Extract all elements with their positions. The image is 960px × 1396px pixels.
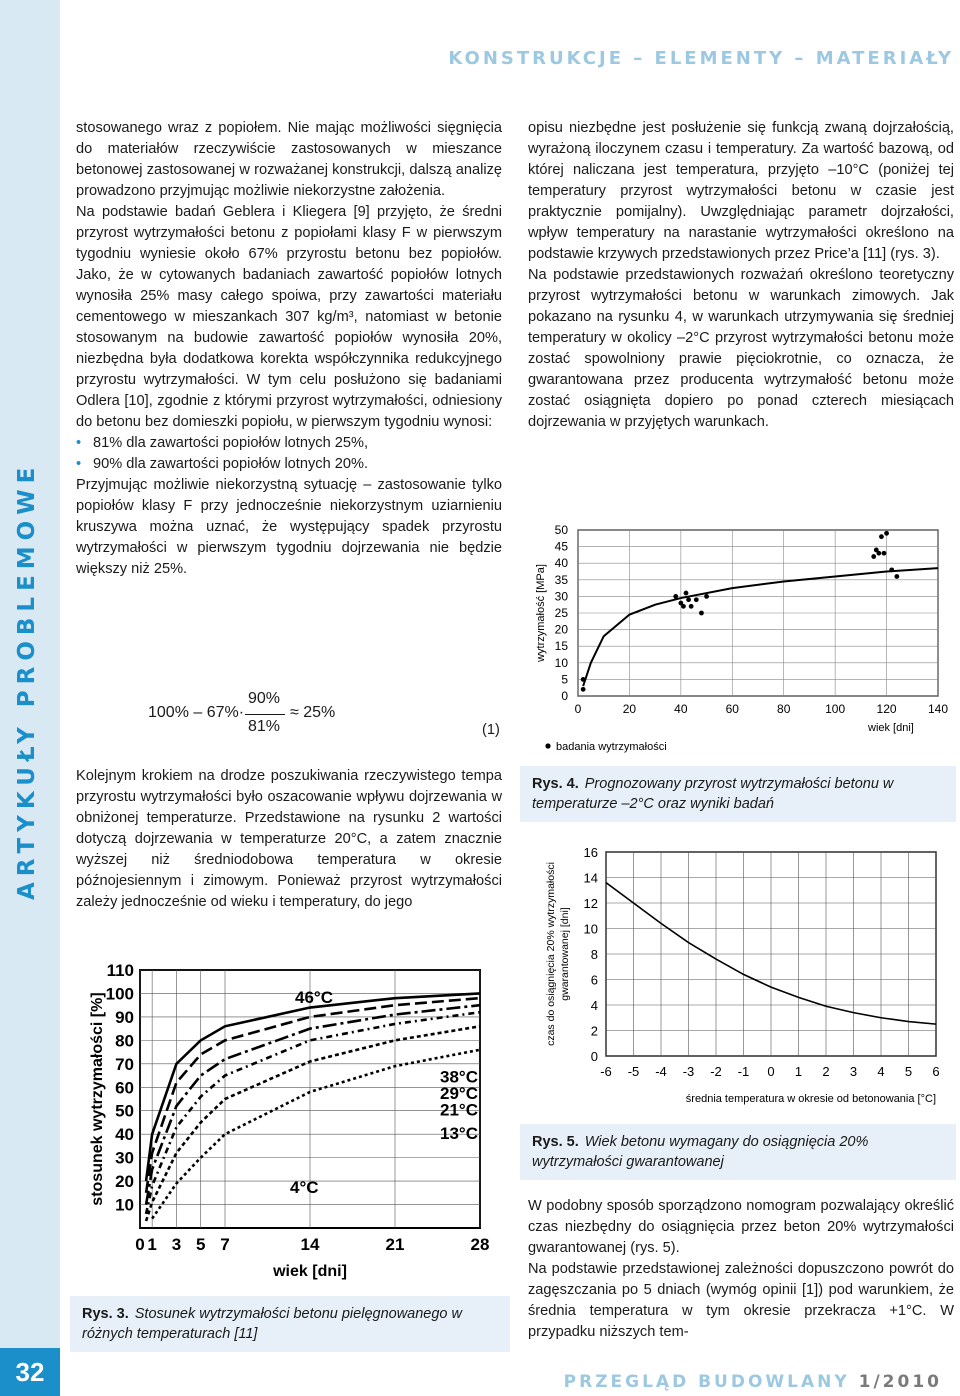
caption-label: Rys. 4. xyxy=(532,776,579,792)
legend-label: badania wytrzymałości xyxy=(556,741,667,753)
x-tick-label: 5 xyxy=(904,1064,913,1079)
y-axis-label: stosunek wytrzymałości [%] xyxy=(89,992,106,1206)
data-point xyxy=(581,687,586,692)
x-tick-label: 28 xyxy=(470,1235,490,1254)
y-axis-label: gwarantowanej [dni] xyxy=(559,907,571,1001)
caption-text: Prognozowany przyrost wytrzymałości betonu w temperaturze –2°C oraz wyniki badań xyxy=(532,776,894,812)
data-point xyxy=(689,604,694,609)
data-point xyxy=(894,574,899,579)
bullet-icon: • xyxy=(76,456,82,472)
formula-lhs: 100% – 67%· xyxy=(148,704,245,721)
y-tick-label: 16 xyxy=(583,845,598,860)
right-column-bottom xyxy=(528,1196,954,1343)
y-tick-label: 25 xyxy=(554,606,568,620)
y-tick-label: 12 xyxy=(583,896,598,911)
left-paragraph-3: Przyjmując możliwie niekorzystną sytuację – zastosowanie tylko popiołów klasy F przy jednocześnie niekorzystnym uziarnieniu kruszywa można uznać, że występujący spadek przyrostu wytrzymałości w pierwszym tygodniu dojrzewania nie będzie większy niż 25%. xyxy=(76,477,502,577)
page-number: 32 xyxy=(0,1348,60,1396)
figure-4-chart xyxy=(528,520,948,765)
x-tick-label: 2 xyxy=(822,1064,830,1079)
y-tick-label: 35 xyxy=(554,572,568,587)
x-tick-label: 1 xyxy=(794,1064,803,1079)
y-tick-label: 50 xyxy=(554,523,568,537)
figure-3-chart xyxy=(80,960,500,1290)
x-tick-label: -5 xyxy=(627,1064,640,1079)
y-tick-label: 40 xyxy=(115,1125,134,1145)
left-paragraph-2: Na podstawie badań Geblera i Kliegera [9] przyjęto, że średni przyrost wytrzymałości betonu z popiołami klasy F w pierwszym tygodniu wyniesie około 67% przyrostu betonu bez popiołów. Jako, że w cytowanych badaniach zawartość popiołów lotnych wynosiła 25% masy całego spoiwa, przy zawartości materiału cementowego w mieszankach 307 kg/m³, natomiast w betonie stosowanym na budowie zawartość popiołów wynosiła 20%, niezbędna była dodatkowa korekta współczynnika redukcyjnego przyrostu wytrzymałości. W tym celu posłużono się badaniami Odlera [10], zgodnie z którymi przyrost wytrzymałości, odniesiony do betonu bez domieszki popiołu, w pierwszym tygodniu wynosi: xyxy=(76,204,502,430)
legend-marker xyxy=(545,743,550,748)
right-paragraph-1: opisu niezbędne jest posłużenie się funkcją zwaną dojrzałością, wyrażoną iloczynem czasu i temperatury. Za wartość bazową, od której naliczana jest temperatura, przyjęto –10°C (poniżej tej temperatury przyrost wytrzymałości betonu w czasie jest praktycznie pomijalny). Uwzględniając parametr dojrzałości, wpływ temperatury na narastanie wytrzymałości określono na podstawie krzywych przedstawionych przez Price’a [11] (rys. 3). xyxy=(528,120,954,262)
x-axis-label: wiek [dni] xyxy=(868,722,914,734)
y-tick-label: 5 xyxy=(561,672,568,687)
series-label: 38°C xyxy=(440,1067,478,1087)
y-tick-label: 2 xyxy=(590,1023,598,1039)
sidebar xyxy=(0,0,60,1396)
strength-curve xyxy=(583,568,938,686)
y-tick-label: 6 xyxy=(590,972,598,988)
left-paragraph-1: stosowanego wraz z popiołem. Nie mając możliwości sięgnięcia do materiałów rzeczywiście zastosowanych w mieszance betonowej zastosowanej w rozważanej konstrukcji, dalszą analizę prowadzono przyjmując możliwie niekorzystne założenia. xyxy=(76,120,502,199)
x-tick-label: 60 xyxy=(725,702,739,716)
left-paragraph-4: Kolejnym krokiem na drodze poszukiwania rzeczywistego tempa przyrostu wytrzymałości było oszacowanie wpływu dojrzewania w obniżonej temperaturze. Przedstawione na rysunku 2 wartości dotyczą dojrzewania w temperaturze 20°C, a zatem znacznie wyższej niż średniodobowa temperatura w okresie późnojesiennym i zimowym. Ponieważ przyrost wytrzymałości zależy jednocześnie od wieku i temperatury, do jego xyxy=(76,768,502,910)
x-tick-label: -1 xyxy=(737,1064,750,1079)
x-tick-label: -2 xyxy=(710,1064,722,1079)
x-tick-label: 6 xyxy=(932,1064,940,1079)
y-tick-label: 8 xyxy=(590,947,598,962)
y-tick-label: 70 xyxy=(115,1054,134,1074)
data-point xyxy=(704,594,709,599)
y-axis-label: wytrzymałość [MPa] xyxy=(535,564,547,662)
x-tick-label: 40 xyxy=(674,702,688,716)
x-tick-label: 1 xyxy=(147,1235,157,1254)
y-tick-label: 10 xyxy=(115,1195,134,1215)
y-tick-label: 40 xyxy=(554,556,568,571)
x-tick-label: 7 xyxy=(220,1235,230,1254)
x-tick-label: 3 xyxy=(171,1235,182,1254)
x-tick-label: 20 xyxy=(622,702,637,716)
right-paragraph-4: Na podstawie przedstawionej zależności dopuszczono powrót do zagęszczania po 5 dniach (wymóg opinii [1]) pod warunkiem, że średnia temperatura w tym okresie przekracza +1°C. W przypadku niższych tem- xyxy=(528,1261,954,1340)
figure-3-caption xyxy=(70,1296,510,1352)
caption-text: Stosunek wytrzymałości betonu pielęgnowanego w różnych temperaturach [11] xyxy=(82,1306,462,1342)
data-point xyxy=(884,531,889,536)
x-tick-label: 100 xyxy=(825,702,846,716)
figure-5-caption xyxy=(520,1124,956,1180)
list-item: • 81% dla zawartości popiołów lotnych 25%, xyxy=(76,433,502,454)
x-tick-label: 0 xyxy=(767,1064,775,1079)
bullet-icon: • xyxy=(76,435,82,451)
caption-text: Wiek betonu wymagany do osiągnięcia 20% wytrzymałości gwarantowanej xyxy=(532,1134,869,1170)
x-tick-label: 0 xyxy=(135,1235,145,1254)
y-tick-label: 110 xyxy=(106,961,134,980)
formula-rhs: ≈ 25% xyxy=(290,704,336,721)
y-tick-label: 30 xyxy=(115,1148,134,1168)
series-line xyxy=(146,1005,480,1204)
y-axis-label: czas do osiągnięcia 20% wytrzymałości xyxy=(545,862,557,1046)
y-tick-label: 0 xyxy=(590,1049,598,1064)
right-paragraph-2: Na podstawie przedstawionych rozważań określono teoretyczny przyrost wytrzymałości betonu w warunkach zimowych. Jak pokazano na rysunku 4, w warunkach utrzymywania się średniej temperatury w okolicy –2°C przyrost wytrzymałości betonu może zostać spowolniony prawie pięciokrotnie, co oznacza, że gwarantowana przez producenta wytrzymałość betonu może zostać osiągnięta dopiero po ponad czterech miesiącach dojrzewania w przyjętych warunkach. xyxy=(528,267,954,430)
data-point xyxy=(876,551,881,556)
y-tick-label: 50 xyxy=(115,1101,134,1121)
y-tick-label: 100 xyxy=(105,984,134,1004)
list-item: • 90% dla zawartości popiołów lotnych 20%. xyxy=(76,454,502,475)
data-point xyxy=(882,551,887,556)
series-line xyxy=(146,998,480,1193)
caption-label: Rys. 5. xyxy=(532,1134,579,1150)
y-tick-label: 45 xyxy=(554,539,568,554)
formula xyxy=(148,690,358,738)
right-column-top xyxy=(528,118,954,433)
x-axis-label: średnia temperatura w okresie od betonowania [°C] xyxy=(685,1093,936,1105)
data-point xyxy=(699,611,704,616)
x-tick-label: 4 xyxy=(877,1064,885,1079)
x-tick-label: -6 xyxy=(600,1064,612,1079)
y-tick-label: 15 xyxy=(554,639,568,654)
running-header: KONSTRUKCJE – ELEMENTY – MATERIAŁY xyxy=(448,48,954,69)
series-label: 4°C xyxy=(290,1177,319,1197)
y-tick-label: 10 xyxy=(554,655,568,670)
data-point xyxy=(681,604,686,609)
y-tick-label: 90 xyxy=(115,1007,134,1027)
left-column-top xyxy=(76,118,502,580)
x-tick-label: 0 xyxy=(574,702,582,716)
formula-denominator: 81% xyxy=(248,718,281,735)
y-tick-label: 4 xyxy=(590,998,598,1013)
y-tick-label: 60 xyxy=(115,1078,134,1098)
running-footer xyxy=(564,1372,942,1392)
sidebar-section-title: ARTYKUŁY PROBLEMOWE xyxy=(14,461,40,900)
fraction-bar xyxy=(245,714,285,715)
issue-number: 1/2010 xyxy=(858,1372,942,1392)
x-tick-label: 140 xyxy=(927,702,948,716)
series-label: 13°C xyxy=(440,1123,478,1143)
data-point xyxy=(879,534,884,539)
x-tick-label: 14 xyxy=(300,1235,320,1254)
magazine-name: PRZEGLĄD BUDOWLANY xyxy=(563,1372,850,1392)
y-tick-label: 14 xyxy=(583,870,598,886)
x-tick-label: 3 xyxy=(849,1064,858,1079)
figure-5-chart xyxy=(528,838,948,1116)
data-point xyxy=(686,597,691,602)
right-paragraph-3: W podobny sposób sporządzono nomogram pozwalający określić czas niezbędny do osiągnięcia przez beton 20% wytrzymałości gwarantowanej (rys. 5). xyxy=(528,1198,954,1256)
figure-4-caption xyxy=(520,766,956,822)
x-tick-label: 80 xyxy=(777,702,791,716)
y-tick-label: 10 xyxy=(583,921,598,937)
y-tick-label: 30 xyxy=(554,589,568,604)
y-tick-label: 0 xyxy=(561,689,568,703)
x-tick-label: -3 xyxy=(682,1064,695,1079)
formula-number: (1) xyxy=(482,722,500,738)
y-tick-label: 80 xyxy=(115,1031,134,1051)
x-tick-label: 5 xyxy=(195,1235,206,1254)
series-label: 46°C xyxy=(295,987,333,1007)
x-tick-label: 120 xyxy=(876,702,897,716)
data-point xyxy=(684,591,689,596)
data-point xyxy=(871,554,876,559)
x-axis-label: wiek [dni] xyxy=(273,1263,347,1280)
left-column-bottom xyxy=(76,766,502,913)
caption-label: Rys. 3. xyxy=(82,1306,129,1322)
x-tick-label: -4 xyxy=(655,1064,667,1079)
series-label: 29°C xyxy=(440,1084,478,1103)
x-tick-label: 21 xyxy=(385,1235,405,1254)
data-point xyxy=(581,677,586,682)
data-point xyxy=(673,594,678,599)
formula-numerator: 90% xyxy=(248,690,281,707)
data-point xyxy=(889,567,894,572)
y-tick-label: 20 xyxy=(554,622,568,637)
data-point xyxy=(694,597,699,602)
series-label: 21°C xyxy=(440,1100,478,1120)
y-tick-label: 20 xyxy=(115,1172,134,1192)
bullet-list xyxy=(76,433,502,475)
